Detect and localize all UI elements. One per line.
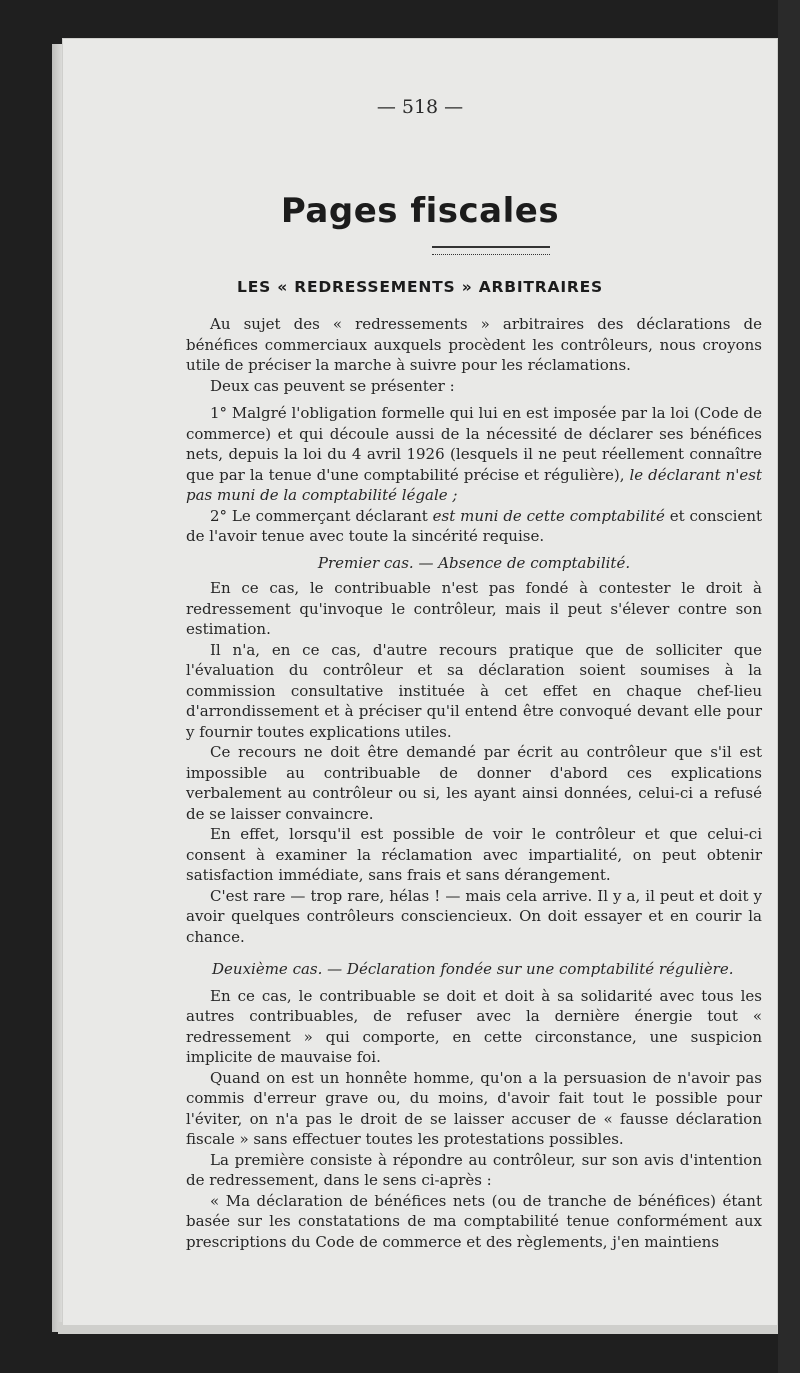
article-title: LES « REDRESSEMENTS » ARBITRAIRES — [237, 278, 603, 296]
section-2-title: Deuxième cas. — Déclaration fondée sur une comptabilité régulière. — [212, 960, 734, 978]
paragraph: C'est rare — trop rare, hélas ! — mais cela arrive. Il y a, il peut et doit y avoir quelques contrôleurs consciencieux. On doit essayer et en courir la chance. — [186, 886, 762, 946]
page-title: Pages fiscales — [280, 191, 560, 231]
article-body — [186, 314, 762, 1252]
paragraph: Quand on est un honnête homme, qu'on a la persuasion de n'avoir pas commis d'erreur grave ou, du moins, d'avoir fait tout le possible pour l'éviter, on n'a pas le droit de se laisser accuser de « fausse déclaration fiscale » sans effectuer toutes les protestations possibles. — [186, 1068, 762, 1148]
case-1-emphasis: le déclarant n'est pas muni de la comptabilité légale ; — [186, 465, 762, 504]
paragraph: Deux cas peuvent se présenter : — [210, 376, 455, 395]
document-page — [62, 38, 778, 1326]
adjacent-page-edge — [778, 0, 800, 1373]
paragraph: Il n'a, en ce cas, d'autre recours pratique que de solliciter que l'évaluation du contrôleur et sa déclaration soient soumises à la commission consultative instituée à cet effet en chaque chef-lieu d'arrondissement et à préciser qu'il entend être convoqué devant elle pour y fournir toutes explications utiles. — [186, 640, 762, 741]
paragraph: En ce cas, le contribuable se doit et doit à sa solidarité avec tous les autres contribuables, de refuser avec la dernière énergie tout « redressement » qui comporte, en cette circonstance, une suspicion implicite de mauvaise foi. — [186, 986, 762, 1066]
page-number: — 518 — — [376, 96, 464, 118]
case-1-text: 1° Malgré l'obligation formelle qui lui en est imposée par la loi (Code de commerce) et qui découle aussi de la nécessité de déclarer ses bénéfices nets, depuis la loi du 4 avril 1926 (lesquels il ne peut réellement connaître que par la tenue d'une comptabilité précise et régulière), — [186, 404, 762, 484]
case-2-emphasis: est muni de cette comptabilité — [432, 506, 665, 525]
paragraph: « Ma déclaration de bénéfices nets (ou de tranche de bénéfices) étant basée sur les constatations de ma comptabilité tenue conformément aux prescriptions du Code de commerce et des règlements, j'en maintiens — [186, 1191, 762, 1251]
paragraph: La première consiste à répondre au contrôleur, sur son avis d'intention de redressement, dans le sens ci-après : — [186, 1150, 762, 1189]
paragraph: En ce cas, le contribuable n'est pas fondé à contester le droit à redressement qu'invoque le contrôleur, mais il peut s'élever contre son estimation. — [186, 579, 762, 638]
case-2-suffix: et conscient de l'avoir tenue avec toute la sincérité requise. — [186, 506, 763, 545]
section-1-title: Premier cas. — Absence de comptabilité. — [317, 553, 631, 572]
paragraph: En effet, lorsqu'il est possible de voir le contrôleur et que celui-ci consent à examiner la réclamation avec impartialité, on peut obtenir satisfaction immédiate, sans frais et sans dérangement. — [186, 825, 762, 884]
case-2-prefix: 2° Le commerçant déclarant — [210, 506, 433, 525]
title-rule — [432, 246, 550, 255]
paragraph: Ce recours ne doit être demandé par écrit au contrôleur que s'il est impossible au contribuable de donner d'abord ces explications verbalement au contrôleur ou si, les ayant ainsi données, celui-ci a refusé de se laisser convaincre. — [186, 743, 762, 823]
case-2-paragraph — [186, 506, 762, 547]
case-1-paragraph — [186, 403, 762, 506]
paragraph: Au sujet des « redressements » arbitraires des déclarations de bénéfices commerciaux auxquels procèdent les contrôleurs, nous croyons utile de préciser la marche à suivre pour les réclamations. — [186, 315, 762, 374]
